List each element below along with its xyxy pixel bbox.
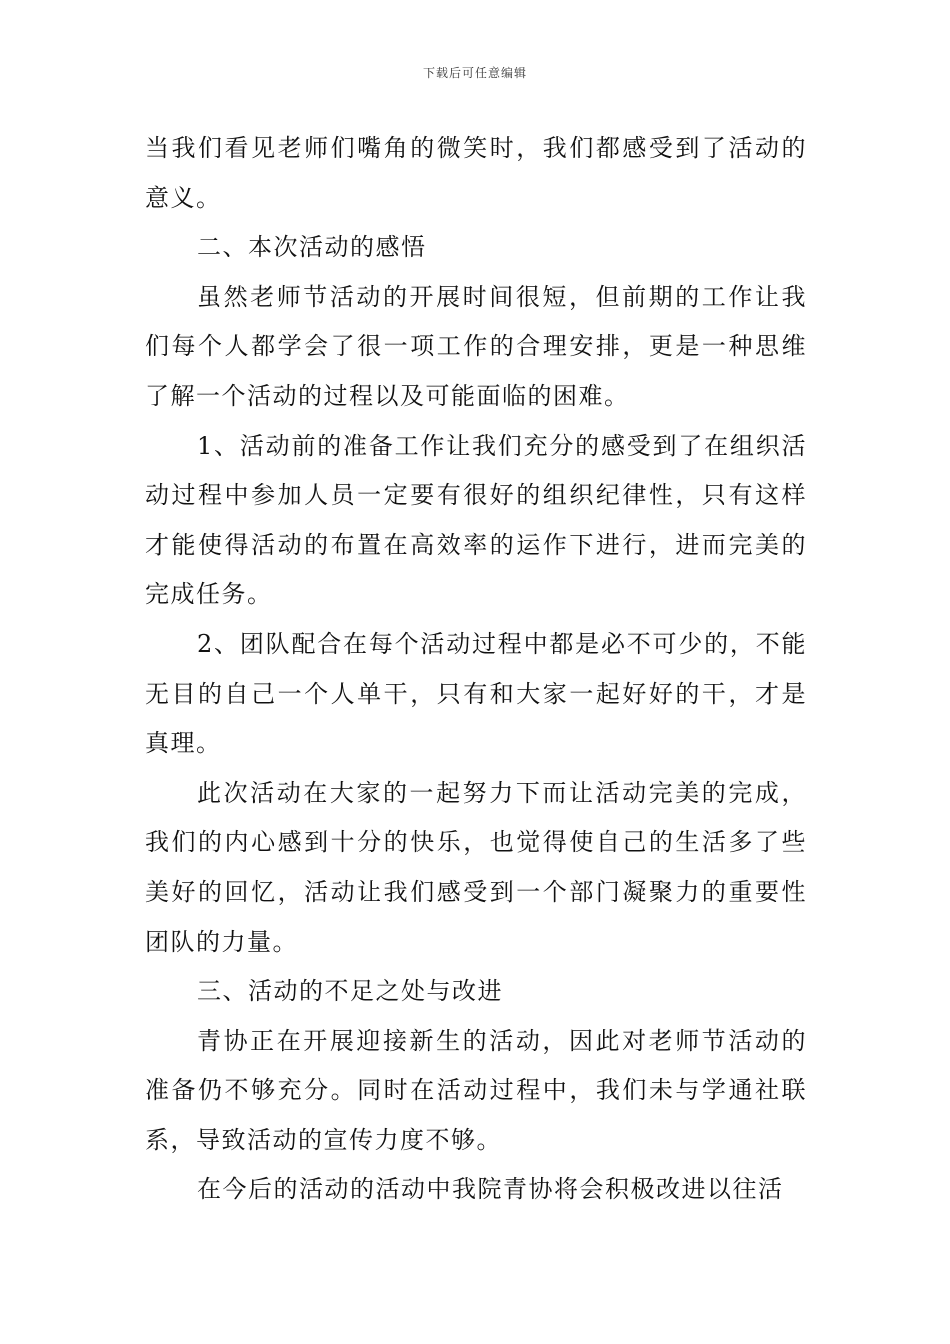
paragraph-truncated: 在今后的活动的活动中我院青协将会积极改进以往活	[197, 1175, 784, 1204]
list-item-2: 2、团队配合在每个活动过程中都是必不可少的，不能无目的自己一个人单干，只有和大家一起好好的干，才是真理。	[145, 629, 807, 758]
document-body	[145, 124, 807, 1215]
paragraph: 此次活动在大家的一起努力下而让活动完美的完成，我们的内心感到十分的快乐，也觉得使自己的生活多了些美好的回忆，活动让我们感受到一个部门凝聚力的重要性团队的力量。	[145, 778, 807, 956]
paragraph: 虽然老师节活动的开展时间很短，但前期的工作让我们每个人都学会了很一项工作的合理安排，更是一种思维了解一个活动的过程以及可能面临的困难。	[145, 282, 807, 410]
section-heading-2: 二、本次活动的感悟	[197, 233, 427, 262]
list-item-1: 1、活动前的准备工作让我们充分的感受到了在组织活动过程中参加人员一定要有很好的组织纪律性，只有这样才能使得活动的布置在高效率的运作下进行，进而完美的完成任务。	[145, 431, 807, 609]
paragraph-continuation: 当我们看见老师们嘴角的微笑时，我们都感受到了活动的意义。	[145, 134, 807, 212]
paragraph: 青协正在开展迎接新生的活动，因此对老师节活动的准备仍不够充分。同时在活动过程中，我们未与学通社联系，导致活动的宣传力度不够。	[145, 1026, 807, 1154]
page-header: 下载后可任意编辑	[422, 66, 527, 80]
section-heading-3: 三、活动的不足之处与改进	[197, 977, 503, 1006]
